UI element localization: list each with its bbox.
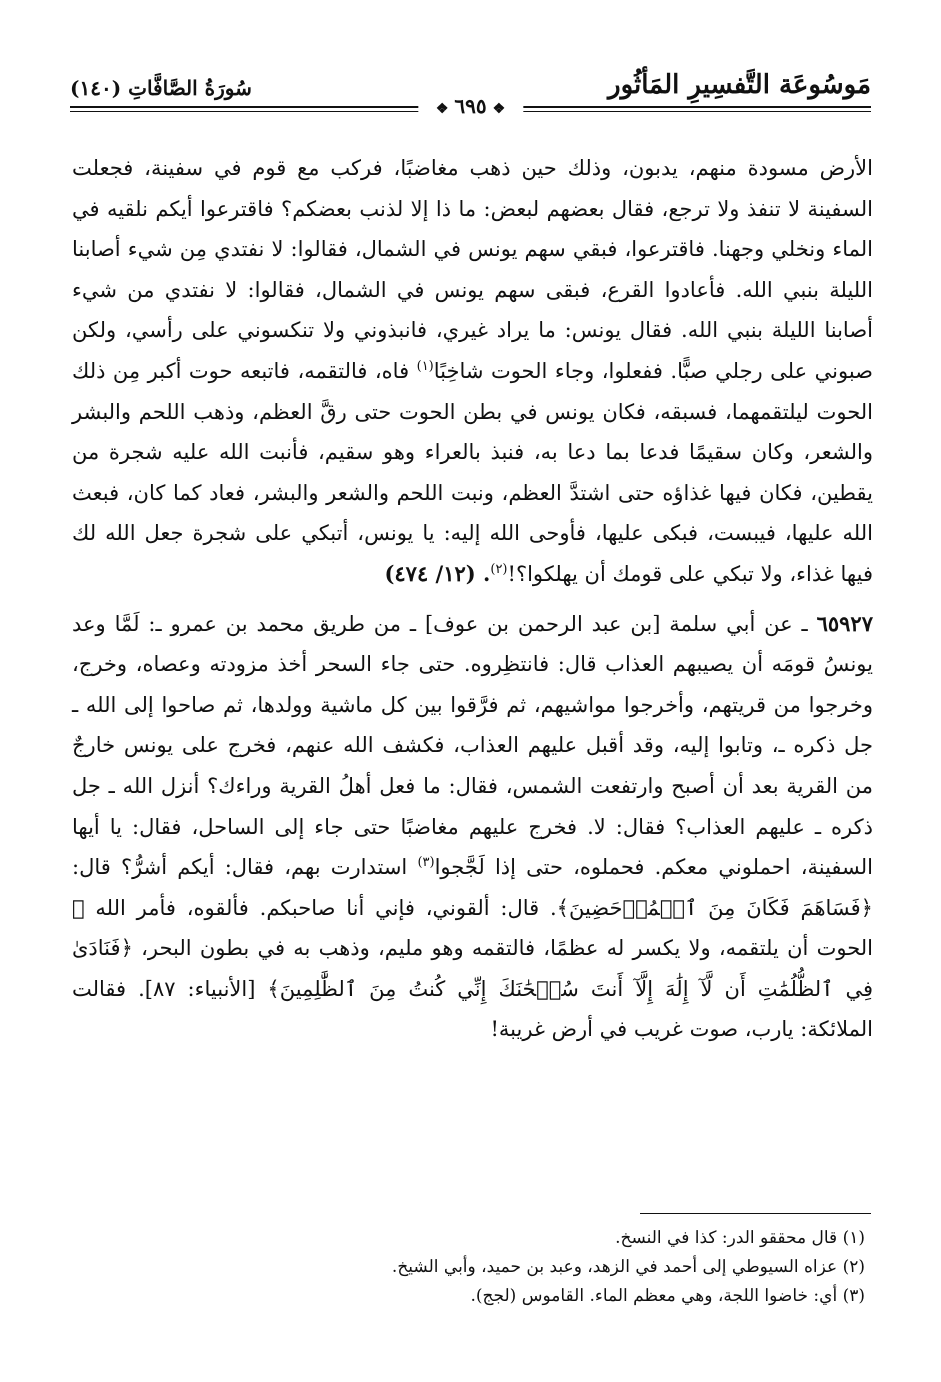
paragraph-2-text-a: ـ عن أبي سلمة [بن عبد الرحمن بن عوف] ـ من طريق محمد بن عمرو ـ: لَمَّا وعد يونسُ قومَه أن يصيبهم العذاب قال: فانتظِروه. حتى جاء السحر أخذ مزودته وعصاه، وخرج، وخرجوا من قريتهم، وأخرجوا مواشيهم، ثم فرَّقوا بين كل ماشية وولدها، ثم صاحوا إلى الله ـ جل ذكره ـ، وتابوا إليه، وقد أقبل عليهم العذاب، فكشف الله عنهم، فخرج على يونس خارجٌ من القرية بعد أن أصبح وارتفعت الشمس، فقال: ما فعل أهلُ القرية وراءك؟ أنزل الله ـ جل ذكره ـ عليهم العذاب؟ فقال: لا. فخرج عليهم مغاضبًا حتى جاء إلى الساحل، فقال: يا أيها السفينة، احملوني معكم. فحملوه، حتى إذا لَجَّجوا — [72, 611, 873, 880]
main-text — [72, 148, 873, 1050]
hadith-number: ٦٥٩٢٧ — [816, 610, 873, 636]
footnote-ref-2: (٢) — [490, 561, 508, 577]
footnote-1: (١) قال محققو الدر: كذا في النسخ. — [615, 1228, 865, 1248]
paragraph-2 — [72, 604, 873, 1051]
footnote-separator — [640, 1213, 871, 1214]
page-number-text: ٦٩٥ — [454, 94, 487, 118]
paragraph-2-text-b: استدارت بهم، فقال: أيكم أشرُّ؟ قال: ﴿فَسَاهَمَ فَكَانَ مِنَ ٱلۡمُدۡحَضِينَ﴾. قال: ألقوني، فإني أنا صاحبكم. فألقوه، فأمر الله ﷻ الحوت أن يلتقمه، ولا يكسر له عظمًا، فالتقمه وهو مليم، وذهب به في بطون البحر، ﴿فَنَادَىٰ فِي ٱلظُّلُمَٰتِ أَن لَّآ إِلَٰهَ إِلَّآ أَنتَ سُبۡحَٰنَكَ إِنِّي كُنتُ مِنَ ٱلظَّٰلِمِينَ﴾ [الأنبياء: ٨٧]. فقالت الملائكة: يارب، صوت غريب في أرض غريبة! — [72, 855, 873, 1042]
paragraph-1 — [72, 148, 873, 595]
footnotes — [80, 1224, 865, 1311]
paragraph-1-reference: . (١٢/ ٤٧٤) — [384, 560, 491, 586]
footnote-ref-1: (١) — [416, 358, 434, 374]
book-title: مَوسُوعَة التَّفسِيرِ المَأثُور — [608, 70, 871, 100]
page-number — [418, 94, 523, 118]
paragraph-1-text-b: فاه، فالتقمه، فاتبعه حوت أكبر مِن ذلك الحوت ليلتقمهما، فسبقه، فكان يونس في بطن الحوت حتى رقَّ العظم، وذهب اللحم والبشر والشعر، وكان سقيمًا فدعا بما دعا به، فنبذ بالعراء وهو سقيم، فأنبت الله عليه شجرة من يقطين، فكان فيها غذاؤه حتى اشتدَّ العظم، ونبت اللحم والشعر والبشر، فعاد كما كان، فبعث الله عليها، فيبست، فبكى عليها، فأوحى الله إليه: يا يونس، أتبكي على شجرة جعل الله لك فيها غذاء، ولا تبكي على قومك أن يهلكوا؟! — [72, 358, 873, 586]
page-header — [70, 62, 871, 122]
left-ornament-icon: ❖ — [492, 101, 506, 117]
surah-title: سُورَةُ الصَّافَّاتِ (١٤٠) — [70, 76, 252, 100]
footnote-2: (٢) عزاه السيوطي إلى أحمد في الزهد، وعبد بن حميد، وأبي الشيخ. — [391, 1257, 865, 1277]
footnote-3: (٣) أي: خاضوا اللجة، وهي معظم الماء. القاموس (لجج). — [470, 1286, 865, 1306]
right-ornament-icon: ❖ — [435, 101, 449, 117]
footnote-ref-3: (٣) — [417, 855, 435, 871]
paragraph-1-text-a: الأرض مسودة منهم، يدبون، وذلك حين ذهب مغاضبًا، فركب مع قوم في سفينة، فجعلت السفينة لا تنفذ ولا ترجع، فقال بعضهم لبعض: ما ذا إلا لذنب بعضكم؟ فاقترعوا أيكم نلقيه في الماء ونخلي وجهنا. فاقترعوا، فبقي سهم يونس في الشمال، فقالوا: لا نفتدي مِن شيء أصابنا الليلة بنبي الله. فأعادوا القرع، فبقى سهم يونس في الشمال، فقالوا: لا نفتدي من شيء أصابنا الليلة بنبي الله. فقال يونس: ما يراد غيري، فانبذوني ولا تنكسوني على رأسي، ولكن صبوني على رجلي صبًّا. ففعلوا، وجاء الحوت شاخِبًا — [72, 156, 873, 383]
